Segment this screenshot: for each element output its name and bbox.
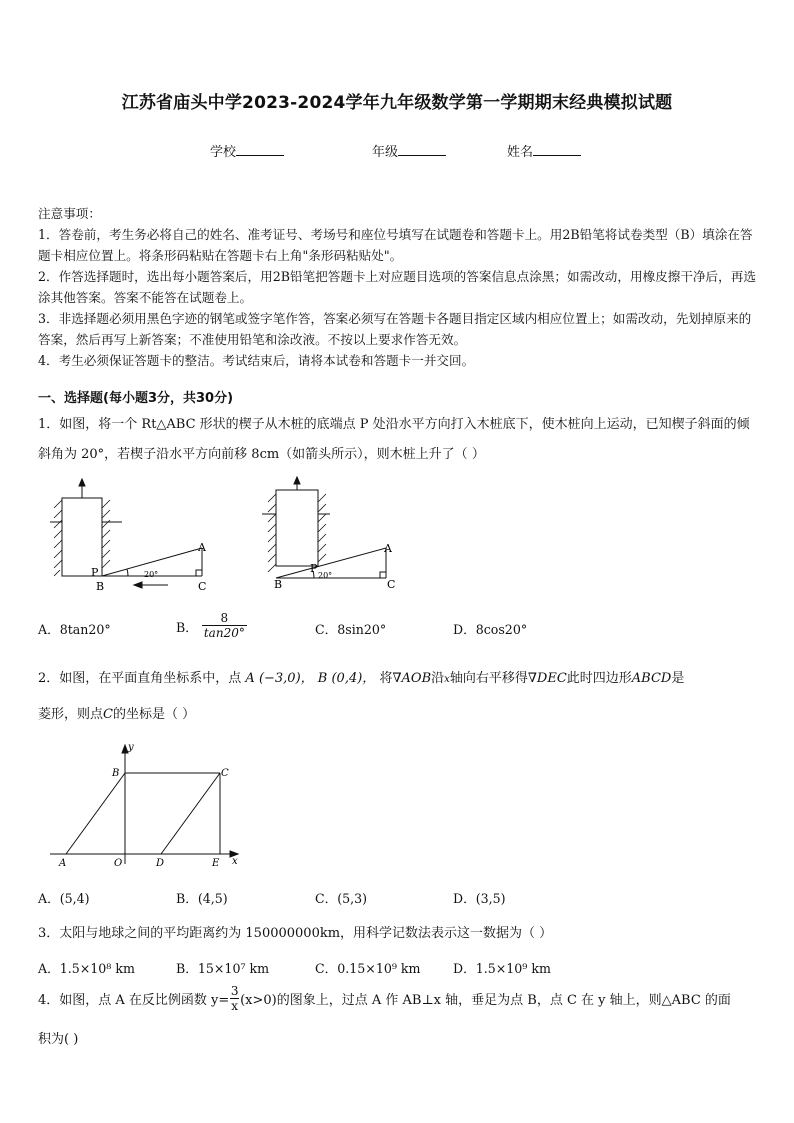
q1-right-label-a: A — [384, 542, 392, 555]
q2-text-part: 此时四边形 — [566, 671, 632, 686]
q2-point-b: B (0,4)， — [317, 671, 376, 686]
q2-fig-label-d: D — [156, 858, 165, 868]
q4-text-part: (x>0)的图象上，过点 A 作 AB⊥x 轴，垂足为点 B，点 C 在 y 轴上，则△ABC 的面 — [240, 993, 731, 1008]
question-2-line-2 — [38, 700, 760, 730]
q2-quad: ABCD — [631, 671, 672, 686]
q3-option-c: C．0.15×10⁹ km — [315, 961, 421, 976]
question-3-text: 3．太阳与地球之间的平均距离约为 150000000km，用科学记数法表示这一数据为（ ） — [38, 926, 553, 941]
q2-option-a: A．(5,4) — [38, 891, 90, 906]
q2-text-part: 是 — [671, 671, 685, 686]
q2-text-part: 菱形，则点 — [38, 707, 104, 722]
q1-option-b-numerator: 8 — [220, 611, 229, 625]
q1-option-d: D．8cos20° — [453, 622, 528, 637]
name-blank — [533, 143, 581, 156]
q1-left-label-a: A — [198, 541, 206, 554]
note-item: 3．非选择题必须用黑色字迹的钢笔或签字笔作答，答案必须写在答题卡各题目指定区域内相应位置上；如需改动，先划掉原来的答案，然后再写上新答案；不准使用铅笔和涂改液。不按以上要求作答无效。 — [38, 311, 752, 347]
q2-triangle-dec: ∇DEC — [527, 671, 567, 686]
q4-text-part: 4．如图，点 A 在反比例函数 y= — [38, 993, 230, 1008]
q1-option-a: A．8tan20° — [38, 622, 111, 637]
notes-heading: 注意事项： — [38, 206, 101, 221]
question-2-line-1 — [38, 664, 760, 695]
q3-option-b: B．15×10⁷ km — [176, 961, 270, 976]
notes-block — [38, 203, 760, 371]
q1-option-b-denominator: tan20° — [203, 626, 245, 640]
question-4-line-2: 积为( ) — [38, 1032, 79, 1047]
school-label: 学校 — [210, 145, 237, 160]
q1-right-label-p: P — [310, 562, 318, 575]
note-item: 1．答卷前，考生务必将自己的姓名、准考证号、考场号和座位号填写在试题卷和答题卡上。用2B铅笔将试卷类型（B）填涂在答题卡相应位置上。将条形码粘贴在答题卡右上角"条形码粘贴处"。 — [38, 227, 753, 263]
q1-right-label-c: C — [387, 578, 396, 591]
q1-option-b — [176, 612, 247, 640]
grade-field — [372, 141, 446, 160]
q4-numerator: 3 — [230, 984, 239, 998]
q1-figure-left — [36, 478, 226, 596]
q2-fig-label-c: C — [221, 768, 229, 779]
note-item: 2．作答选择题时，选出每小题答案后，用2B铅笔把答题卡上对应题目选项的答案信息点涂黑；如需改动，用橡皮擦干净后，再选涂其他答案。答案不能答在试题卷上。 — [38, 269, 756, 305]
school-field — [210, 141, 284, 160]
q2-fig-label-a: A — [59, 858, 67, 868]
q3-option-a: A．1.5×10⁸ km — [38, 961, 135, 976]
name-field — [507, 141, 581, 160]
q1-left-label-p: P — [91, 566, 99, 579]
q2-text-part: 将 — [379, 671, 393, 686]
q2-fig-label-y: y — [128, 742, 134, 753]
q2-fig-label-b: B — [112, 768, 120, 779]
q1-left-label-c: C — [198, 580, 207, 593]
q1-left-angle: 20° — [144, 570, 159, 579]
q2-text-part: 2．如图，在平面直角坐标系中，点 — [38, 671, 242, 686]
q2-fig-label-o: O — [114, 858, 123, 868]
q1-option-c: C．8sin20° — [315, 622, 387, 637]
q2-option-c: C．(5,3) — [315, 891, 368, 906]
q4-denominator: x — [231, 999, 239, 1013]
q1-option-b-fraction — [202, 612, 247, 640]
q1-option-b-prefix: B． — [176, 619, 198, 635]
q3-option-d: D．1.5×10⁹ km — [453, 961, 551, 976]
q2-text-part: 轴向右平移得 — [449, 671, 528, 686]
question-1-text: 1．如图，将一个 Rt△ABC 形状的楔子从木桩的底端点 P 处沿水平方向打入木桩底下，使木桩向上运动，已知楔子斜面的倾斜角为 20°，若楔子沿水平方向前移 8cm（如箭头所示），则木桩上升了（ ） — [38, 417, 750, 462]
name-label: 姓名 — [507, 145, 534, 160]
q2-text-part: 的坐标是（ ） — [112, 707, 196, 722]
q2-point-a: A (−3,0)， — [245, 671, 314, 686]
q2-fig-label-x: x — [232, 856, 238, 867]
q2-fig-label-e: E — [212, 858, 220, 868]
q2-figure — [44, 740, 250, 868]
question-4-line-1 — [38, 984, 760, 1013]
q2-option-d: D．(3,5) — [453, 891, 506, 906]
grade-blank — [398, 143, 446, 156]
q2-point-c: C — [103, 707, 113, 722]
q1-figure-right — [254, 476, 404, 594]
page-title: 江苏省庙头中学2023-2024学年九年级数学第一学期期末经典模拟试题 — [121, 93, 673, 113]
q1-right-label-b: B — [274, 578, 283, 591]
q2-triangle-aob: ∇AOB — [392, 671, 432, 686]
q2-text-part: 沿 — [431, 671, 445, 686]
q4-fraction — [230, 984, 239, 1013]
q1-left-label-b: B — [96, 580, 105, 593]
note-item: 4．考生必须保证答题卡的整洁。考试结束后，请将本试卷和答题卡一并交回。 — [38, 353, 475, 368]
section-heading: 一、选择题(每小题3分，共30分) — [38, 391, 234, 406]
school-blank — [236, 143, 284, 156]
q2-x: x — [444, 674, 450, 685]
q2-option-b: B．(4,5) — [176, 891, 228, 906]
grade-label: 年级 — [372, 145, 399, 160]
q1-right-angle: 20° — [318, 571, 333, 580]
